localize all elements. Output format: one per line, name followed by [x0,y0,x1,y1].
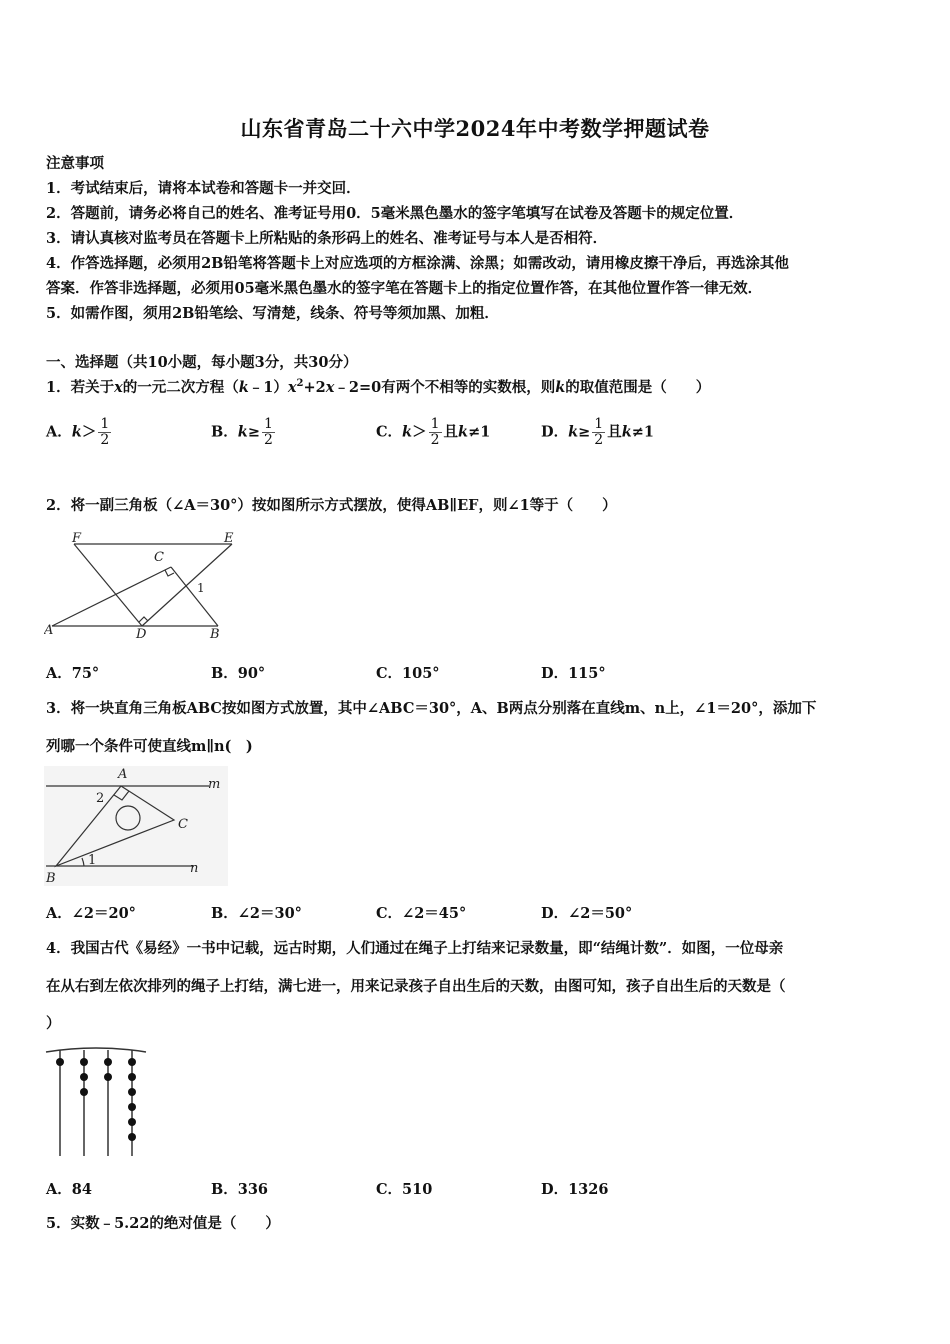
label-a: A [118,767,128,782]
question-4-stem-line1: 4．我国古代《易经》一书中记载，远古时期，人们通过在绳子上打结来记录数量，即“结绳计数”．如图，一位母亲 [46,940,784,957]
fraction: $\frac{1}{2}$ [594,416,604,448]
top-rope [46,1048,146,1052]
knot [128,1103,136,1111]
q3-option-b[interactable]: B．∠2＝30° [211,905,302,922]
q1-option-a[interactable]: A．k＞ $\frac{1}{2}$ [46,416,110,448]
figure-background [44,766,228,886]
segment-fd [74,544,142,626]
label-e: E [224,531,234,546]
page-title: 山东省青岛二十六中学2024年中考数学押题试卷 [240,116,710,141]
note-item: 2．答题前，请务必将自己的姓名、准考证号用0．5毫米黑色墨水的签字笔填写在试卷及答题卡的规定位置． [46,205,744,222]
fraction: $\frac{1}{2}$ [263,416,273,448]
knot [80,1073,88,1081]
label-m: m [208,777,221,792]
label-a: A [44,623,54,638]
q4-option-b[interactable]: B．336 [211,1181,269,1198]
segment-ac [52,567,171,626]
knot [128,1073,136,1081]
fraction: $\frac{1}{2}$ [430,416,440,448]
knot [56,1058,64,1066]
knot [128,1058,136,1066]
q2-option-b[interactable]: B．90° [211,665,266,682]
q4-option-a[interactable]: A．84 [46,1181,92,1198]
q1-option-b[interactable]: B．k≥ $\frac{1}{2}$ [211,416,273,448]
q1-option-c[interactable]: C．k＞ $\frac{1}{2}$ 且k≠1 [376,416,491,448]
right-angle-c [165,570,174,576]
note-item: 4．作答选择题，必须用2B铅笔将答题卡上对应选项的方框涂满、涂黑；如需改动，请用橡皮擦干净后，再选涂其他 [46,255,789,272]
q2-option-d[interactable]: D．115° [541,665,606,682]
q3-option-d[interactable]: D．∠2＝50° [541,905,633,922]
note-item: 1．考试结束后，请将本试卷和答题卡一并交回． [46,180,361,197]
label-c: C [154,550,164,565]
q3-figure [44,766,228,886]
note-item: 5．如需作图，须用2B铅笔绘、写清楚，线条、符号等须加黑、加粗． [46,305,499,322]
knot [80,1058,88,1066]
q4-knot-figure [44,1044,148,1160]
q2-option-c[interactable]: C．105° [376,665,440,682]
section-heading: 一、选择题（共10小题，每小题3分，共30分） [46,354,358,371]
question-2-stem: 2．将一副三角板（∠A＝30°）按如图所示方式摆放，使得AB∥EF，则∠1等于（ ） [46,497,617,514]
question-1-stem: 1．若关于x的一元二次方程$(k﹣1)x^2+2x﹣2=0$有两个不相等的实数根，则k的取值范围是（ ） [46,378,711,396]
label-b: B [210,627,220,642]
question-4-stem-line3: ） [46,1015,61,1032]
q4-option-d[interactable]: D．1326 [541,1181,609,1198]
fraction: $\frac{1}{2}$ [100,416,110,448]
q2-option-a[interactable]: A．75° [46,665,100,682]
notes-heading: 注意事项 [46,155,104,172]
knot [128,1118,136,1126]
label-n: n [190,861,199,876]
segment-cb [171,567,218,626]
label-b: B [46,871,56,886]
label-d: D [136,627,147,642]
label-angle-2: 2 [96,791,105,806]
question-5-stem: 5．实数﹣5.22的绝对值是（ ） [46,1215,280,1232]
question-3-stem-line2: 列哪一个条件可使直线m∥n( ) [46,738,253,755]
q3-option-a[interactable]: A．∠2＝20° [46,905,136,922]
q4-option-c[interactable]: C．510 [376,1181,433,1198]
q3-option-c[interactable]: C．∠2＝45° [376,905,467,922]
label-c: C [178,817,188,832]
knot [104,1058,112,1066]
question-3-stem-line1: 3．将一块直角三角板ABC按如图方式放置，其中∠ABC＝30°，A、B两点分别落在直线m、n上，∠1＝20°，添加下 [46,700,817,717]
label-angle-1: 1 [88,853,97,868]
knot [80,1088,88,1096]
label-f: F [72,531,82,546]
q1-option-d[interactable]: D．k≥ $\frac{1}{2}$ 且k≠1 [541,416,654,448]
question-4-stem-line2: 在从右到左依次排列的绳子上打结，满七进一，用来记录孩子自出生后的天数，由图可知，孩子自出生后的天数是（ [46,978,786,995]
note-item: 3．请认真核对监考员在答题卡上所粘贴的条形码上的姓名、准考证号与本人是否相符． [46,230,608,247]
knot [104,1073,112,1081]
knot [128,1133,136,1141]
note-item: 答案．作答非选择题，必须用05毫米黑色墨水的签字笔在答题卡上的指定位置作答，在其他位置作答一律无效． [46,280,763,297]
label-angle-1: 1 [197,581,205,595]
knot [128,1088,136,1096]
q2-figure [44,530,244,642]
